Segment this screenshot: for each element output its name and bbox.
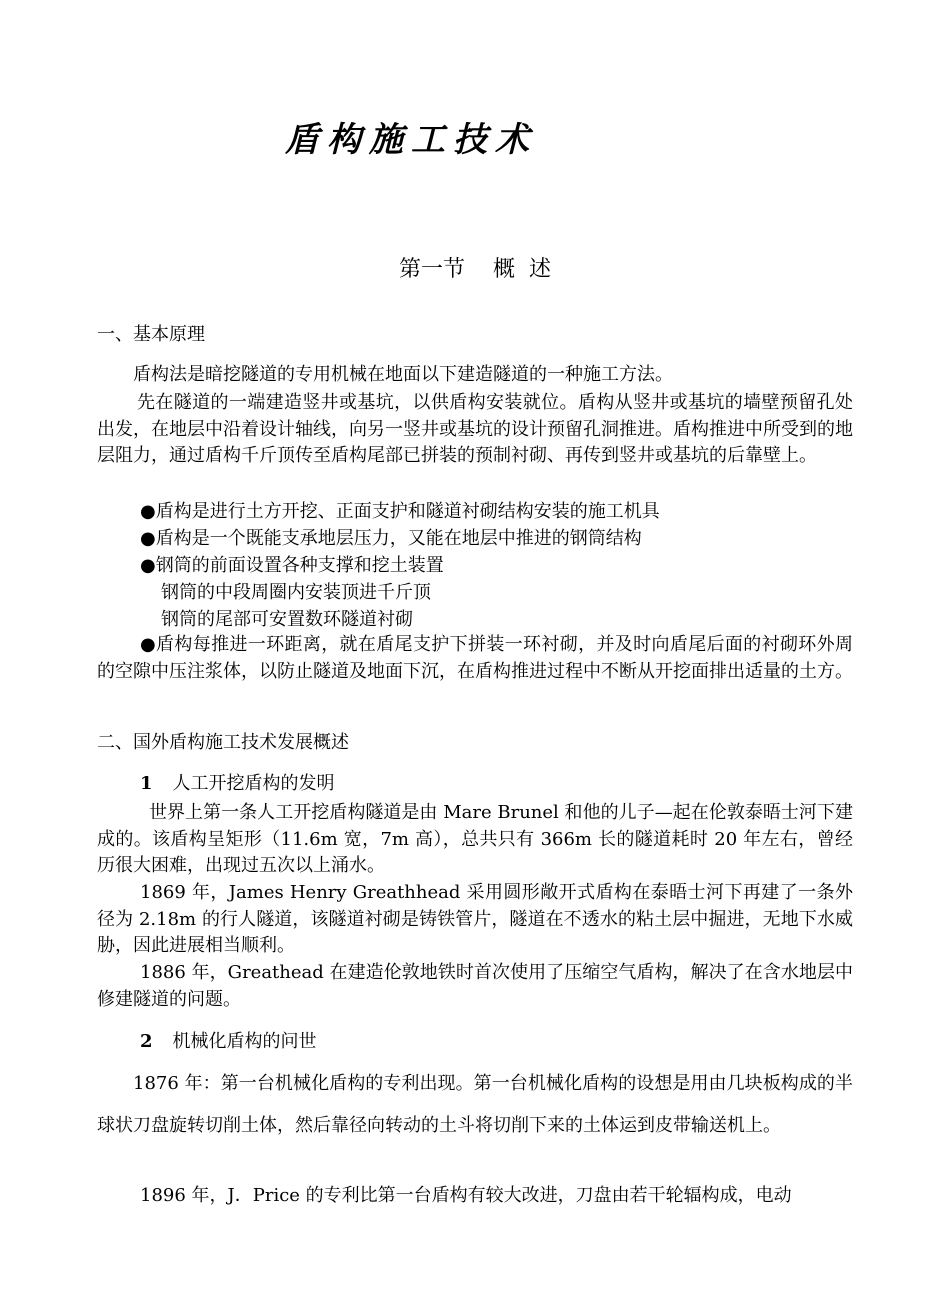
paragraph-intro: 盾构法是暗挖隧道的专用机械在地面以下建造隧道的一种施工方法。 <box>133 364 673 385</box>
paragraph-1869: 1869 年，James Henry Greathhead 采用圆形敞开式盾构在泰晤士河下再建了一条外径为 2.18m 的行人隧道，该隧道衬砌是铸铁管片，隧道在不透水的粘土层中掘进，无地下水威胁，因此进展相当顺利。 <box>97 882 853 956</box>
bullet-item: ●盾构是进行土方开挖、正面支护和隧道衬砌结构安装的施工机具 <box>140 501 660 522</box>
subheading-text: 机械化盾构的问世 <box>172 1031 317 1052</box>
bullet-item: ●盾构是一个既能支承地层压力，又能在地层中推进的钢筒结构 <box>140 528 642 549</box>
bullet-subitem: 钢筒的中段周圈内安装顶进千斤顶 <box>161 582 431 603</box>
paragraph-process: 先在隧道的一端建造竖井或基坑，以供盾构安装就位。盾构从竖井或基坑的墙壁预留孔处出发，在地层中沿着设计轴线，向另一竖井或基坑的设计预留孔洞推进。盾构推进中所受到的地层阻力，通过盾构千斤顶传至盾构尾部已拼装的预制衬砌、再传到竖井或基坑的后靠壁上。 <box>97 392 853 466</box>
subheading-manual-shield <box>140 769 335 795</box>
bullet-item-paragraph: ●盾构每推进一环距离，就在盾尾支护下拼装一环衬砌，并及时向盾尾后面的衬砌环外周的空隙中压注浆体，以防止隧道及地面下沉，在盾构推进过程中不断从开挖面排出适量的土方。 <box>97 634 853 682</box>
paragraph-brunel: 世界上第一条人工开挖盾构隧道是由 Mare Brunel 和他的儿子—起在伦敦泰晤士河下建成的。该盾构呈矩形（11.6m 宽，7m 高），总共只有 366m 长的隧道耗时 20 年左右，曾经历很大困难，出现过五次以上涌水。 <box>97 802 853 876</box>
subheading-number: 2 <box>140 1031 153 1052</box>
paragraph-1876: 1876 年：第一台机械化盾构的专利出现。第一台机械化盾构的设想是用由几块板构成的半球状刀盘旋转切削土体，然后靠径向转动的土斗将切削下来的土体运到皮带输送机上。 <box>97 1073 853 1136</box>
paragraph-1896: 1896 年，J．Price 的专利比第一台盾构有较大改进，刀盘由若干轮辐构成，电动 <box>140 1185 792 1206</box>
document-title: 盾构施工技术 <box>285 120 537 160</box>
bullet-item: ●钢筒的前面设置各种支撑和挖土装置 <box>140 555 444 576</box>
heading-overseas-development: 二、国外盾构施工技术发展概述 <box>97 732 349 753</box>
paragraph-1886: 1886 年，Greathead 在建造伦敦地铁时首次使用了压缩空气盾构，解决了在含水地层中修建隧道的问题。 <box>97 962 853 1010</box>
section-title: 第一节 概 述 <box>399 257 551 282</box>
subheading-number: 1 <box>140 773 153 794</box>
bullet-subitem: 钢筒的尾部可安置数环隧道衬砌 <box>161 609 413 630</box>
subheading-text: 人工开挖盾构的发明 <box>172 773 335 794</box>
subheading-mechanized-shield <box>140 1027 317 1053</box>
heading-basic-principle: 一、基本原理 <box>97 324 205 345</box>
